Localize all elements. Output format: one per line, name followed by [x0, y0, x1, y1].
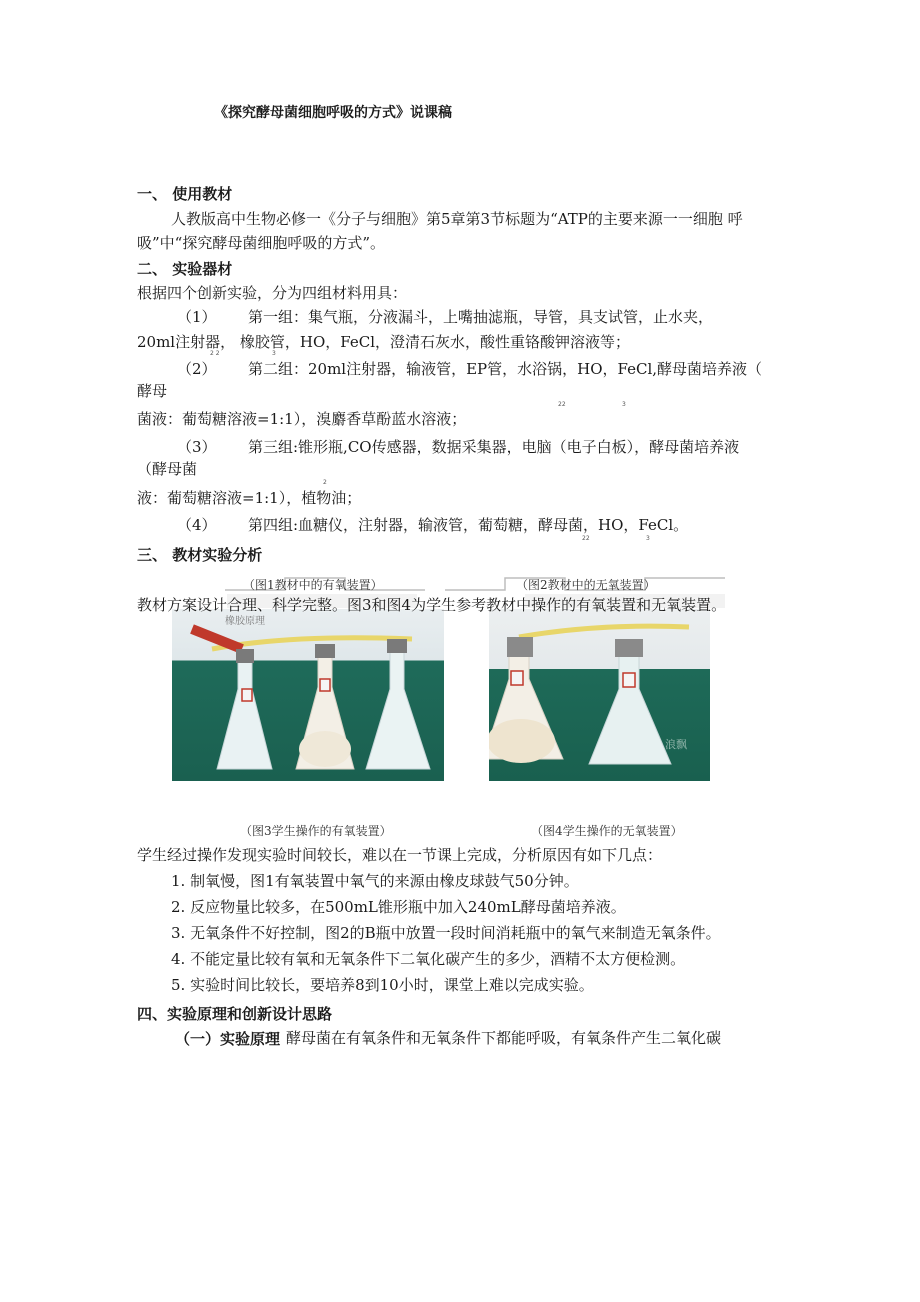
- section-4-text: 酵母菌在有氧条件和无氧条件下都能呼吸，有氧条件产生二氧化碳: [286, 1029, 722, 1047]
- section-3-overlay-text: 教材方案设计合理、科学完整。图3和图4为学生参考教材中操作的有氧装置和无氧装置。: [137, 596, 727, 614]
- analysis-item-3: 3. 无氧条件不好控制，图2的B瓶中放置一段时间消耗瓶中的氧气来制造无氧条件。: [171, 924, 721, 942]
- group-1-number: （1）: [177, 308, 217, 326]
- group-2-line3: 菌液：葡萄糖溶液=1:1），溴麝香草酚蓝水溶液；: [137, 410, 467, 428]
- figure-4-caption: （图4学生操作的无氧装置）: [531, 824, 683, 838]
- group-3-subscript: 2: [323, 479, 327, 486]
- section-3-heading: 三、 教材实验分析: [137, 546, 263, 564]
- figure-2-caption: （图2教材中的无氧装置）: [516, 578, 656, 592]
- section-4-heading: 四、实验原理和创新设计思路: [137, 1005, 333, 1023]
- figure-3-caption: （图3学生操作的有氧装置）: [240, 824, 392, 838]
- group-4-subscript: 22: [582, 535, 590, 542]
- analysis-item-4: 4. 不能定量比较有氧和无氧条件下二氧化碳产生的多少，酒精不太方便检测。: [171, 950, 686, 968]
- photo-label-1: 橡胶原理: [225, 616, 265, 627]
- section-4-subheading: （一）实验原理: [175, 1030, 281, 1048]
- group-1-subscript-2: 3: [272, 350, 276, 357]
- figure-1-caption: （图1教材中的有氧装置）: [243, 578, 383, 592]
- group-3-line3: 液：葡萄糖溶液=1:1），植物油；: [137, 489, 362, 507]
- group-2-subscript: 22: [558, 401, 566, 408]
- group-1-line1: 第一组：集气瓶，分液漏斗，上嘴抽滤瓶，导管，具支试管，止水夹，: [248, 308, 714, 326]
- analysis-item-1: 1. 制氧慢，图1有氧装置中氧气的来源由橡皮球鼓气50分钟。: [171, 872, 579, 890]
- group-4-subscript-2: 3: [646, 535, 650, 542]
- group-1-subscript: 2 2: [210, 350, 220, 357]
- group-2-line1: 第二组：20ml注射器，输液管，EP管，水浴锅，HO，FeCl,酵母菌培养液（: [248, 360, 763, 378]
- figure-4-photo: [489, 609, 710, 781]
- analysis-intro: 学生经过操作发现实验时间较长，难以在一节课上完成，分析原因有如下几点：: [137, 846, 663, 864]
- group-3-line1: 第三组:锥形瓶,CO传感器，数据采集器，电脑（电子白板），酵母菌培养液: [248, 438, 740, 456]
- group-4-number: （4）: [177, 516, 217, 534]
- section-1-paragraph-line2: 吸”中“探究酵母菌细胞呼吸的方式”。: [137, 234, 386, 252]
- group-1-line2: 20ml注射器， 橡胶管，HO，FeCl，澄清石灰水，酸性重铬酸钾溶液等；: [137, 333, 630, 351]
- group-2-subscript-2: 3: [622, 401, 626, 408]
- section-2-intro: 根据四个创新实验，分为四组材料用具：: [137, 284, 408, 302]
- document-title: 《探究酵母菌细胞呼吸的方式》说课稿: [214, 105, 452, 121]
- analysis-item-5: 5. 实验时间比较长，要培养8到10小时，课堂上难以完成实验。: [171, 976, 594, 994]
- group-4-line1: 第四组:血糖仪，注射器，输液管，葡萄糖，酵母菌，HO，FeCl。: [248, 516, 689, 534]
- group-3-line2: （酵母菌: [137, 460, 198, 478]
- section-1-paragraph-line1: 人教版高中生物必修一《分子与细胞》第5章第3节标题为“ATP的主要来源一一细胞 呼: [171, 210, 743, 228]
- section-1-heading: 一、 使用教材: [137, 185, 233, 203]
- section-2-heading: 二、 实验器材: [137, 260, 233, 278]
- photo-label-2: 浪飘: [665, 738, 687, 751]
- analysis-item-2: 2. 反应物量比较多，在500mL锥形瓶中加入240mL酵母菌培养液。: [171, 898, 626, 916]
- group-2-number: （2）: [177, 360, 217, 378]
- group-2-line2: 酵母: [137, 382, 168, 400]
- figure-3-photo: [172, 609, 444, 781]
- group-3-number: （3）: [177, 438, 217, 456]
